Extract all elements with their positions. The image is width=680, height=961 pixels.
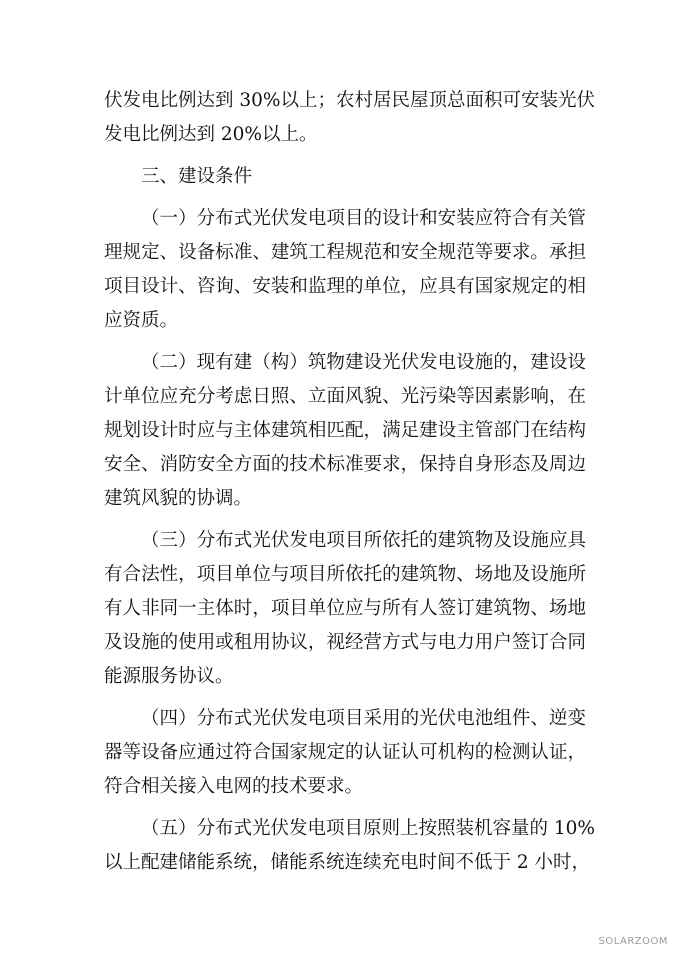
- paragraph-clause-3: [104, 524, 586, 694]
- text-line: （二）现有建（构）筑物建设光伏发电设施的，建设设: [141, 352, 586, 373]
- text-line: 规划设计时应与主体建筑相匹配，满足建设主管部门在结构: [104, 420, 586, 441]
- section-heading-text: 三、建设条件: [141, 166, 253, 187]
- paragraph-clause-2: [104, 346, 586, 516]
- text-line: 发电比例达到 20%以上。: [104, 124, 318, 145]
- document-page: [104, 84, 596, 880]
- paragraph-clause-5: [104, 812, 596, 880]
- text-line: 建筑风貌的协调。: [104, 488, 253, 509]
- text-line: 有合法性，项目单位与项目所依托的建筑物、场地及设施所: [104, 564, 586, 585]
- text-line: （五）分布式光伏发电项目原则上按照装机容量的 10%: [141, 818, 596, 839]
- text-line: 应资质。: [104, 310, 179, 331]
- text-line: 以上配建储能系统，储能系统连续充电时间不低于 2 小时，: [104, 852, 591, 873]
- section-heading: [104, 160, 586, 194]
- text-line: 项目设计、咨询、安装和监理的单位，应具有国家规定的相: [104, 276, 586, 297]
- text-line: 器等设备应通过符合国家规定的认证认可机构的检测认证，: [104, 742, 586, 763]
- text-line: 有人非同一主体时，项目单位应与所有人签订建筑物、场地: [104, 598, 586, 619]
- paragraph-clause-4: [104, 702, 586, 804]
- text-line: 及设施的使用或租用协议，视经营方式与电力用户签订合同: [104, 632, 586, 653]
- text-line: 能源服务协议。: [104, 666, 234, 687]
- text-line: （一）分布式光伏发电项目的设计和安装应符合有关管: [141, 208, 586, 229]
- text-line: 伏发电比例达到 30%以上；农村居民屋顶总面积可安装光伏: [104, 90, 596, 111]
- text-line: 符合相关接入电网的技术要求。: [104, 776, 364, 797]
- paragraph-intro-continuation: [104, 84, 596, 152]
- text-line: 安全、消防安全方面的技术标准要求，保持自身形态及周边: [104, 454, 586, 475]
- text-line: （三）分布式光伏发电项目所依托的建筑物及设施应具: [141, 530, 586, 551]
- text-line: （四）分布式光伏发电项目采用的光伏电池组件、逆变: [141, 708, 586, 729]
- text-line: 理规定、设备标准、建筑工程规范和安全规范等要求。承担: [104, 242, 586, 263]
- paragraph-clause-1: [104, 202, 586, 338]
- text-line: 计单位应充分考虑日照、立面风貌、光污染等因素影响，在: [104, 386, 586, 407]
- watermark-logo-text: SOLARZOOM: [598, 936, 668, 947]
